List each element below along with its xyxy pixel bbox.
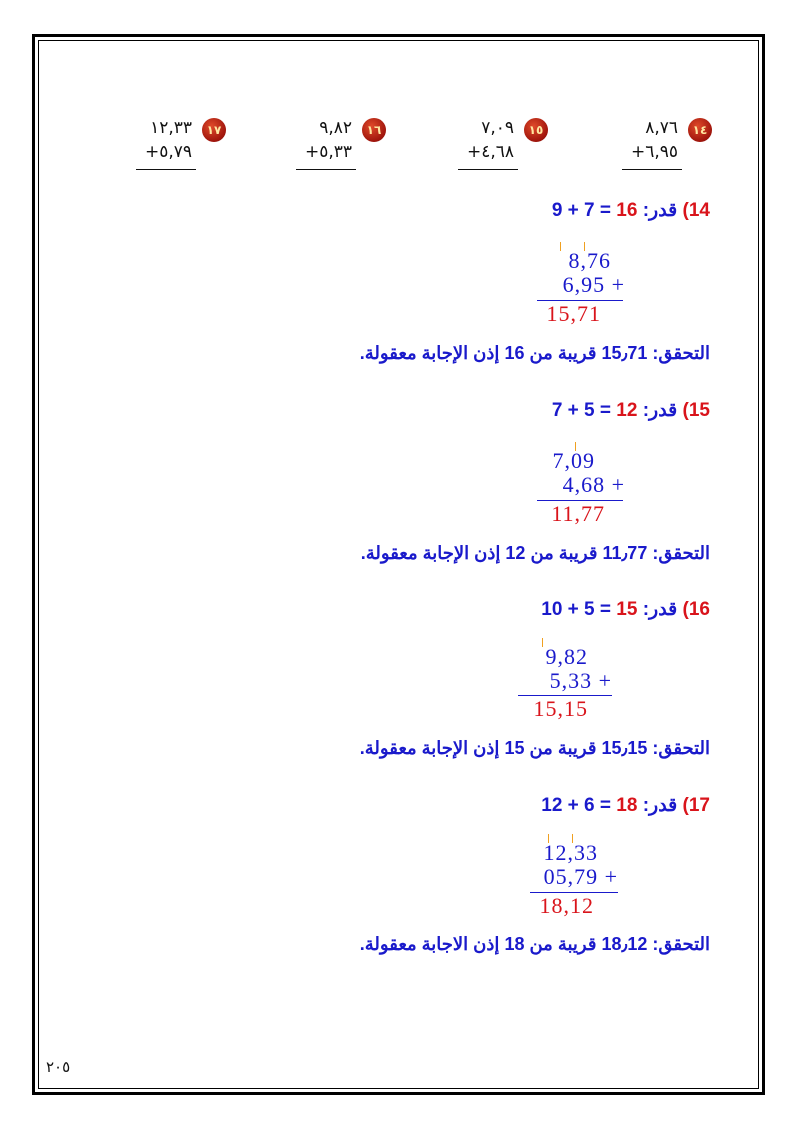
solution-17-heading: [541, 794, 710, 817]
estimate-result: 16: [616, 200, 638, 221]
exercise-14: [582, 112, 712, 174]
estimate-equation: 7 + 5 =: [551, 400, 611, 421]
estimate-label: قدر:: [642, 599, 678, 620]
solution-14-addition: [535, 246, 625, 328]
exercise-rule: [622, 169, 682, 170]
solution-16-heading: [541, 598, 710, 621]
solution-14-check: التحقق: 15٫71 قريبة من 16 إذن الإجابة معقولة.: [359, 343, 710, 363]
solution-number: 16): [682, 599, 710, 620]
estimate-equation: 9 + 7 =: [551, 200, 611, 221]
addend-top: 12,33: [543, 840, 598, 865]
estimate-label: قدر:: [642, 400, 678, 421]
exercise-badge-17: ١٧: [202, 118, 226, 142]
sum-answer: 15,15: [533, 696, 588, 721]
sum-answer: 11,77: [551, 501, 605, 526]
solution-14-heading: [552, 199, 710, 222]
addend-bottom: 6,95 +: [562, 272, 625, 297]
exercise-rule: [136, 169, 196, 170]
solution-15-check: التحقق: 11٫77 قريبة من 12 إذن الإجابة معقولة.: [360, 543, 710, 563]
carry-mark: [542, 638, 543, 647]
solution-17-addition: [526, 834, 620, 918]
exercise-line1: ١٢,٣٣: [150, 118, 192, 138]
addend-top: 8,76: [568, 248, 611, 273]
addend-top: 9,82: [545, 644, 588, 669]
estimate-result: 15: [616, 599, 638, 620]
estimate-label: قدر:: [642, 200, 678, 221]
sum-answer: 15,71: [546, 301, 601, 326]
solution-number: 15): [682, 400, 710, 421]
addend-bottom: 05,79 +: [543, 864, 618, 889]
exercise-16: [256, 112, 386, 174]
addend-bottom: 4,68 +: [562, 472, 625, 497]
solution-16-check: التحقق: 15٫15 قريبة من 15 إذن الإجابة معقولة.: [359, 738, 710, 758]
exercise-line1: ٧,٠٩: [481, 118, 514, 138]
solution-number: 17): [682, 795, 710, 816]
solution-15-heading: [552, 399, 710, 422]
exercise-line1: ٨,٧٦: [645, 118, 678, 138]
exercise-badge-16: ١٦: [362, 118, 386, 142]
exercise-line2: +٥,٧٩: [144, 142, 192, 162]
solution-15-addition: [533, 442, 625, 526]
solution-16-addition: [514, 638, 614, 722]
exercise-line2: +٤,٦٨: [466, 142, 514, 162]
addend-top: 7,09: [552, 448, 595, 473]
estimate-result: 18: [616, 795, 638, 816]
estimate-equation: 12 + 6 =: [541, 795, 611, 816]
exercise-15: [418, 112, 548, 174]
carry-mark: [560, 242, 561, 251]
page-number: ٢٠٥: [46, 1058, 71, 1076]
addend-bottom: 5,33 +: [549, 668, 612, 693]
exercise-rule: [296, 169, 356, 170]
sum-answer: 18,12: [539, 893, 594, 918]
exercise-line2: +٦,٩٥: [630, 142, 678, 162]
estimate-result: 12: [616, 400, 638, 421]
page-border-inner: [38, 40, 759, 1089]
estimate-equation: 10 + 5 =: [541, 599, 611, 620]
exercise-17: [96, 112, 226, 174]
exercise-badge-14: ١٤: [688, 118, 712, 142]
exercise-line2: +٥,٣٣: [304, 142, 352, 162]
exercise-line1: ٩,٨٢: [319, 118, 352, 138]
solution-number: 14): [682, 200, 710, 221]
exercise-badge-15: ١٥: [524, 118, 548, 142]
estimate-label: قدر:: [642, 795, 678, 816]
exercise-rule: [458, 169, 518, 170]
solution-17-check: التحقق: 18٫12 قريبة من 18 إذن الاجابة معقولة.: [359, 934, 710, 954]
